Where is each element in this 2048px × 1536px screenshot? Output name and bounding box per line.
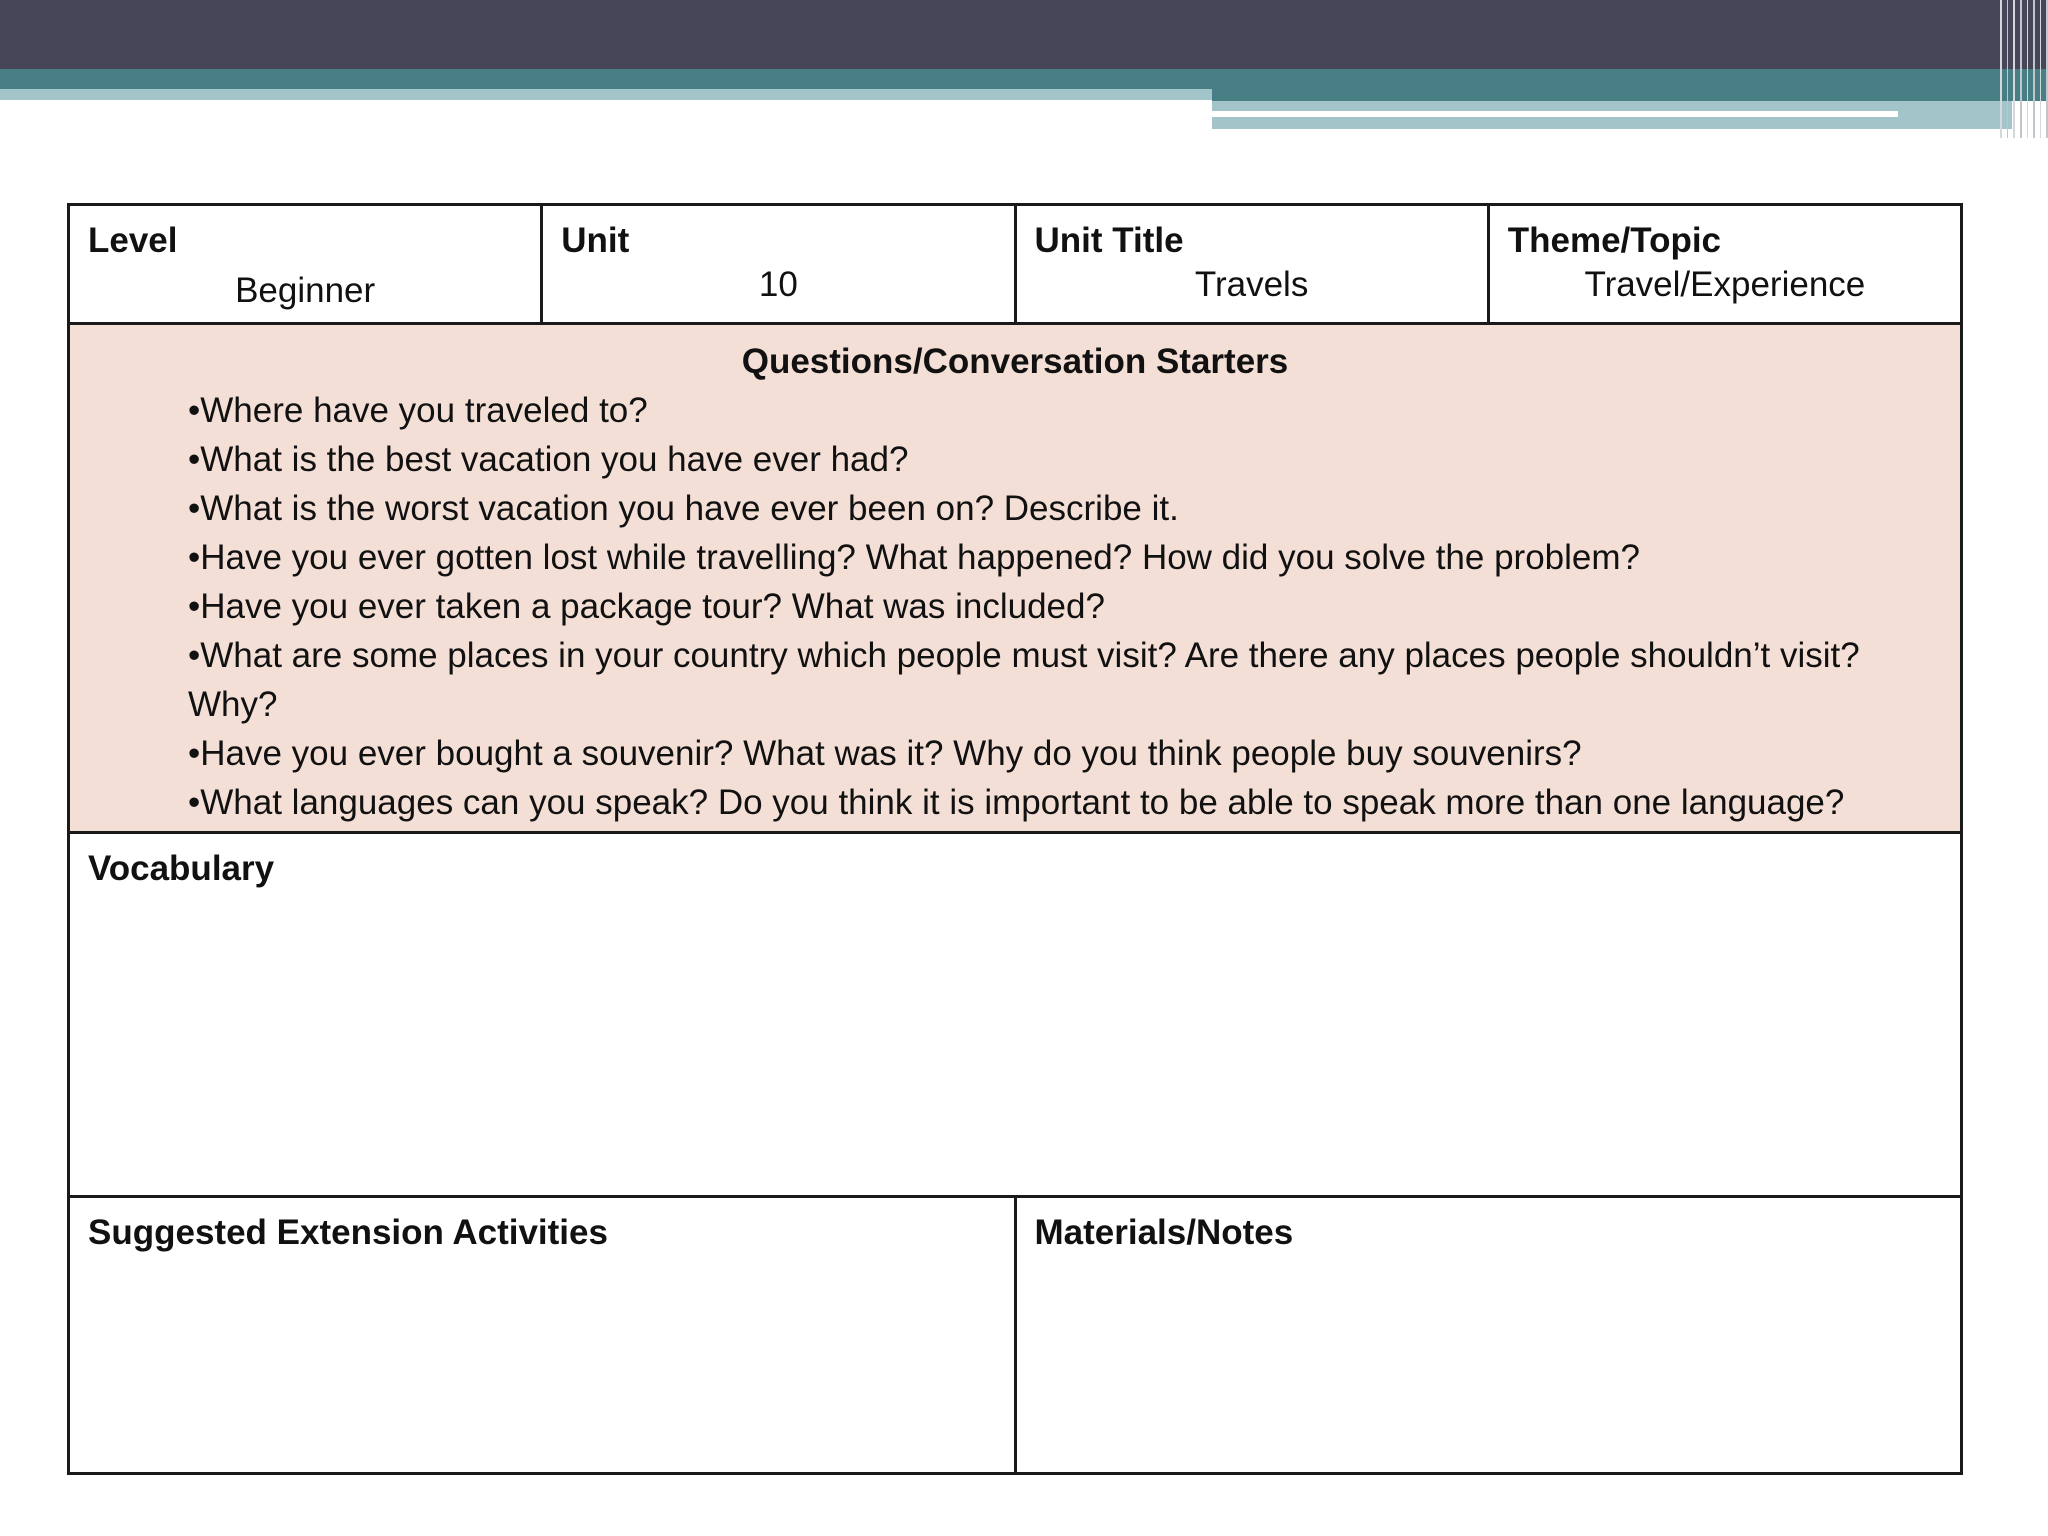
questions-list [188, 386, 1920, 827]
level-cell [70, 206, 543, 322]
theme-label: Theme/Topic [1507, 221, 1722, 260]
unit-title-value: Travels [1194, 265, 1309, 304]
vocabulary-label: Vocabulary [88, 849, 275, 888]
materials-notes-label: Materials/Notes [1034, 1213, 1294, 1252]
question-item: •Have you ever bought a souvenir? What was it? Why do you think people buy souvenirs? [188, 734, 1582, 773]
question-item: •What is the worst vacation you have ever been on? Describe it. [188, 489, 1179, 528]
lesson-plan-table [67, 203, 1963, 1475]
theme-value: Travel/Experience [1584, 265, 1866, 304]
unit-title-cell [1017, 206, 1490, 322]
question-item: •Have you ever gotten lost while travelling? What happened? How did you solve the problem? [188, 538, 1640, 577]
info-row [70, 206, 1960, 325]
question-item: •What languages can you speak? Do you think it is important to be able to speak more than one language? [188, 783, 1845, 822]
unit-cell [543, 206, 1016, 322]
level-value: Beginner [235, 271, 376, 310]
question-item: •What are some places in your country which people must visit? Are there any places people shouldn’t visit? [188, 636, 1860, 675]
header-stripes [2000, 0, 2048, 138]
header-bar-light-left [0, 89, 1212, 100]
extension-activities-cell [70, 1198, 1017, 1472]
unit-label: Unit [561, 221, 630, 260]
questions-section [70, 325, 1960, 834]
questions-title: Questions/Conversation Starters [741, 342, 1289, 381]
header-bar-dark [0, 0, 2048, 69]
extension-activities-label: Suggested Extension Activities [88, 1213, 608, 1252]
materials-notes-cell [1017, 1198, 1961, 1472]
unit-value: 10 [758, 265, 798, 304]
vocabulary-section [70, 834, 1960, 1198]
unit-title-label: Unit Title [1034, 221, 1184, 260]
header-bar-teal [0, 69, 2048, 89]
level-label: Level [88, 221, 178, 260]
question-item: •What is the best vacation you have ever had? [188, 440, 909, 479]
theme-cell [1490, 206, 1960, 322]
bottom-row [70, 1198, 1960, 1472]
header-bar-teal-right [1212, 89, 2048, 101]
question-item: •Have you ever taken a package tour? What was included? [188, 587, 1105, 626]
question-item-continuation: Why? [188, 685, 278, 724]
header-white-line [1212, 111, 1898, 117]
header-white-gap [1652, 129, 2012, 139]
question-item: •Where have you traveled to? [188, 391, 648, 430]
